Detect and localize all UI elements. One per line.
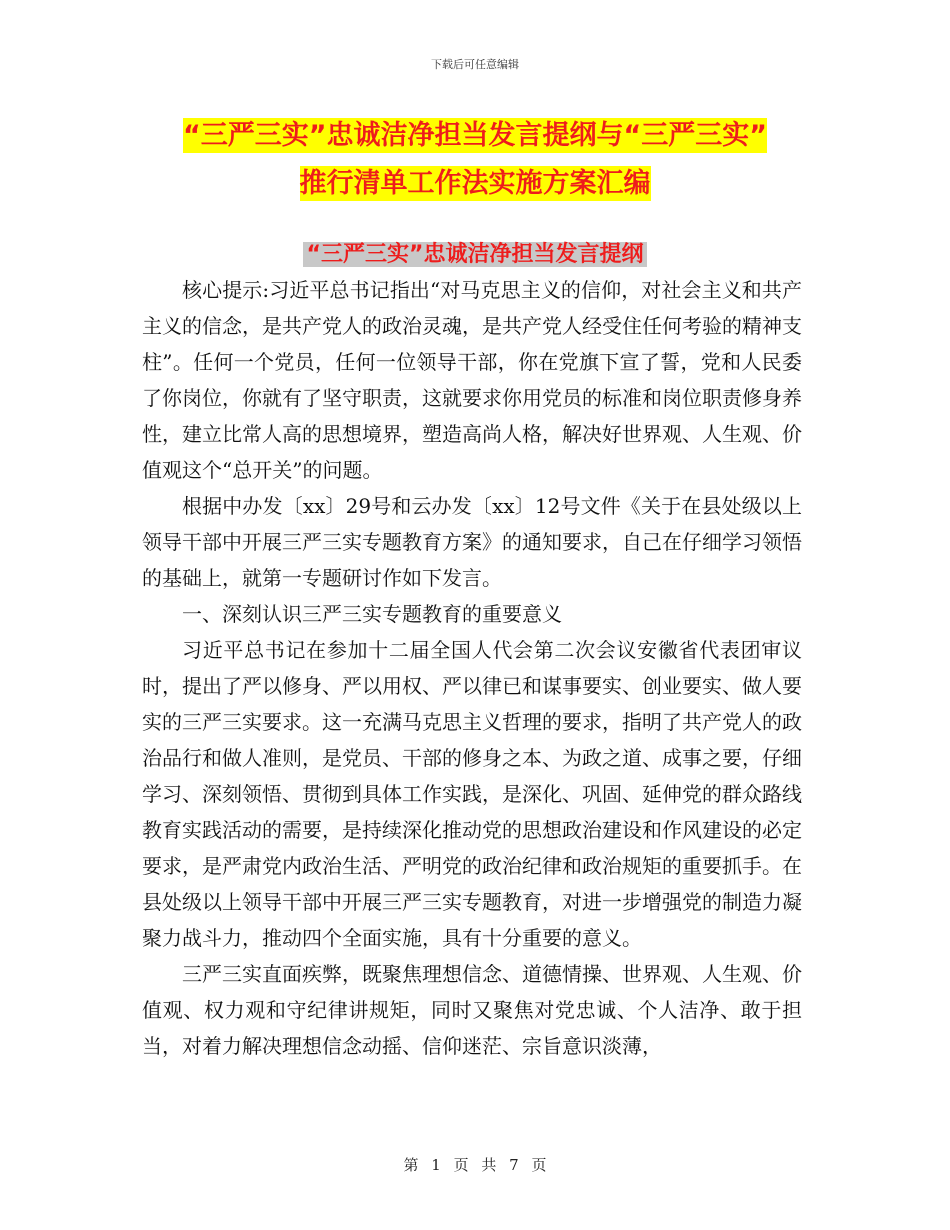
title-line-1: “三严三实”忠诚洁净担当发言提纲与“三严三实” xyxy=(183,120,767,151)
page-footer: 第 1 页 共 7 页 xyxy=(403,1156,547,1174)
paragraph: 习近平总书记在参加十二届全国人代会第二次会议安徽省代表团审议时，提出了严以修身、严以用权、严以律已和谋事要实、创业要实、做人要实的三严三实要求。这一充满马克思主义哲理的要求，指明了共产党人的政治品行和做人准则，是党员、干部的修身之本、为政之道、成事之要，仔细学习、深刻领悟、贯彻到具体工作实践，是深化、巩固、延伸党的群众路线教育实践活动的需要，是持续深化推动党的思想政治建设和作风建设的必定要求，是严肃党内政治生活、严明党的政治纪律和政治规矩的重要抓手。在县处级以上领导干部中开展三严三实专题教育，对进一步增强党的制造力凝聚力战斗力，推动四个全面实施，具有十分重要的意义。 xyxy=(142,638,802,950)
heading-1: 一、深刻认识三严三实专题教育的重要意义 xyxy=(182,602,562,626)
title-line-2: 推行清单工作法实施方案汇编 xyxy=(299,168,651,199)
section-title-text: “三严三实”忠诚洁净担当发言提纲 xyxy=(303,242,648,267)
paragraph: 三严三实直面疾弊，既聚焦理想信念、道德情操、世界观、人生观、价值观、权力观和守纪律讲规矩，同时又聚焦对党忠诚、个人洁净、敢于担当，对着力解决理想信念动摇、信仰迷茫、宗旨意识淡薄， xyxy=(142,962,802,1058)
paragraph: 核心提示:习近平总书记指出“对马克思主义的信仰，对社会主义和共产主义的信念，是共产党人的政治灵魂，是共产党人经受住任何考验的精神支柱”。任何一个党员，任何一位领导干部，你在党旗下宣了誓，党和人民委了你岗位，你就有了坚守职责，这就要求你用党员的标准和岗位职责修身养性，建立比常人高的思想境界，塑造高尚人格，解决好世界观、人生观、价值观这个“总开关”的问题。 xyxy=(142,278,802,482)
section-title xyxy=(0,240,950,270)
document-body xyxy=(142,272,802,1064)
document-title xyxy=(0,112,950,208)
paragraph: 根据中办发〔xx〕29号和云办发〔xx〕12号文件《关于在县处级以上领导干部中开展三严三实专题教育方案》的通知要求，自己在仔细学习领悟的基础上，就第一专题研讨作如下发言。 xyxy=(142,494,802,590)
header-note: 下载后可任意编辑 xyxy=(431,58,519,71)
